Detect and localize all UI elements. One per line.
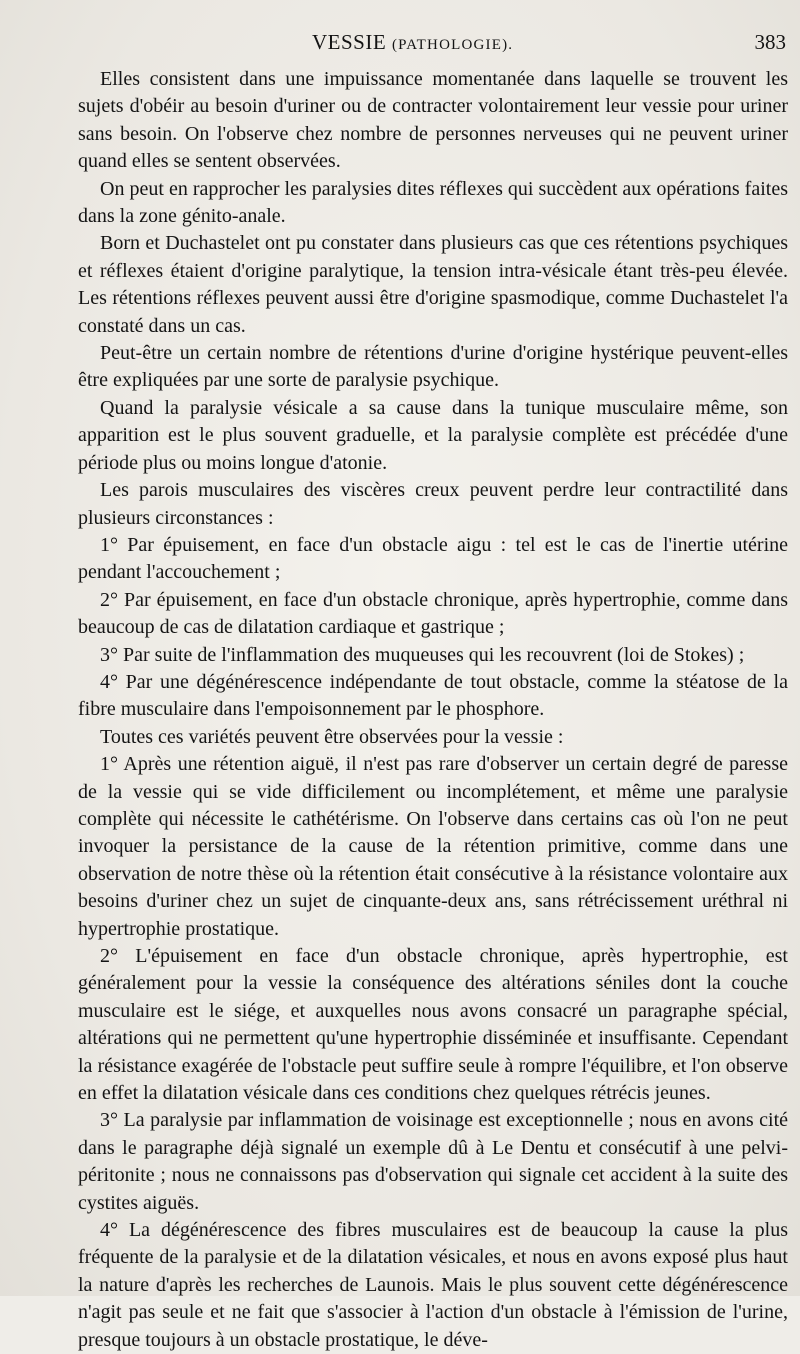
running-header (80, 30, 786, 60)
paragraph: Born et Duchastelet ont pu constater dans plusieurs cas que ces rétentions psychiques et réflexes étaient d'origine paralytique, la tension intra-vésicale étant très-peu élevée. Les rétentions réflexes peuvent aussi être d'origine spasmodique, comme Duchastelet l'a constaté dans un cas. (78, 232, 788, 337)
body-text (78, 66, 788, 1354)
paragraph: Elles consistent dans une impuissance momentanée dans laquelle se trouvent les sujets d'obéir au besoin d'uriner ou de contracter volontairement leur vessie pour uriner sans besoin. On l'observe chez nombre de personnes nerveuses qui ne peuvent uriner quand elles se sentent observées. (78, 68, 788, 173)
list-item: 1° Après une rétention aiguë, il n'est pas rare d'observer un certain degré de paresse de la vessie qui se vide difficilement ou incomplétement, et même une paralysie complète qui nécessite le cathétérisme. On l'observe dans certains cas où l'on ne peut invoquer la persistance de la cause de la rétention primitive, comme dans une observation de notre thèse où la rétention était consécutive à la résistance volontaire aux besoins d'uriner chez un sujet de cinquante-deux ans, sans rétrécissement uréthral ni hypertrophie prostatique. (78, 753, 788, 940)
running-title (312, 30, 513, 55)
list-item: 3° Par suite de l'inflammation des muqueuses qui les recouvrent (loi de Stokes) ; (100, 643, 745, 666)
paragraph: On peut en rapprocher les paralysies dites réflexes qui succèdent aux opérations faites dans la zone génito-anale. (78, 177, 788, 228)
paragraph: Peut-être un certain nombre de rétentions d'urine d'origine hystérique peuvent-elles être expliquées par une sorte de paralysie psychique. (78, 342, 788, 392)
list-item: 1° Par épuisement, en face d'un obstacle aigu : tel est le cas de l'inertie utérine pendant l'accouchement ; (78, 533, 788, 584)
paragraph: Les parois musculaires des viscères creux peuvent perdre leur contractilité dans plusieurs circonstances : (78, 479, 788, 529)
running-title-main: VESSIE (312, 30, 387, 54)
list-item: 4° Par une dégénérescence indépendante de tout obstacle, comme la stéatose de la fibre musculaire dans l'empoisonnement par le phosphore. (78, 670, 788, 721)
list-item: 2° Par épuisement, en face d'un obstacle chronique, après hypertrophie, comme dans beaucoup de cas de dilatation cardiaque et gastrique ; (78, 588, 788, 639)
list-item: 2° L'épuisement en face d'un obstacle chronique, après hypertrophie, est généralement pour la vessie la conséquence des altérations séniles dont la couche musculaire est le siége, et auxquelles nous avons consacré un paragraphe spécial, altérations qui ne permettent qu'une hypertrophie disséminée et insuffisante. Cependant la résistance exagérée de l'obstacle peut suffire seule à rompre l'équilibre, et l'on observe en effet la dilatation vésicale dans ces conditions chez quelques rétrécis jeunes. (78, 945, 788, 1105)
list-item: 3° La paralysie par inflammation de voisinage est exceptionnelle ; nous en avons cité dans le paragraphe déjà signalé un exemple dû à Le Dentu et consécutif à une pelvi-péritonite ; nous ne connaissons pas d'observation qui signale cet accident à la suite des cystites aiguës. (78, 1109, 788, 1214)
paragraph: Toutes ces variétés peuvent être observées pour la vessie : (100, 725, 564, 748)
running-title-sub: (PATHOLOGIE). (391, 37, 514, 53)
page-number: 383 (754, 30, 786, 54)
paragraph: Quand la paralysie vésicale a sa cause dans la tunique musculaire même, son apparition est le plus souvent graduelle, et la paralysie complète est précédée d'une période plus ou moins longue d'atonie. (78, 396, 788, 474)
list-item: 4° La dégénérescence des fibres musculaires est de beaucoup la cause la plus fréquente de la paralysie et de la dilatation vésicales, et nous en avons exposé plus haut la nature d'après les recherches de Launois. Mais le plus souvent cette dégénérescence n'agit pas seule et ne fait que s'associer à l'action d'un obstacle à l'émission de l'urine, presque toujours à un obstacle prostatique, le déve- (78, 1219, 788, 1351)
